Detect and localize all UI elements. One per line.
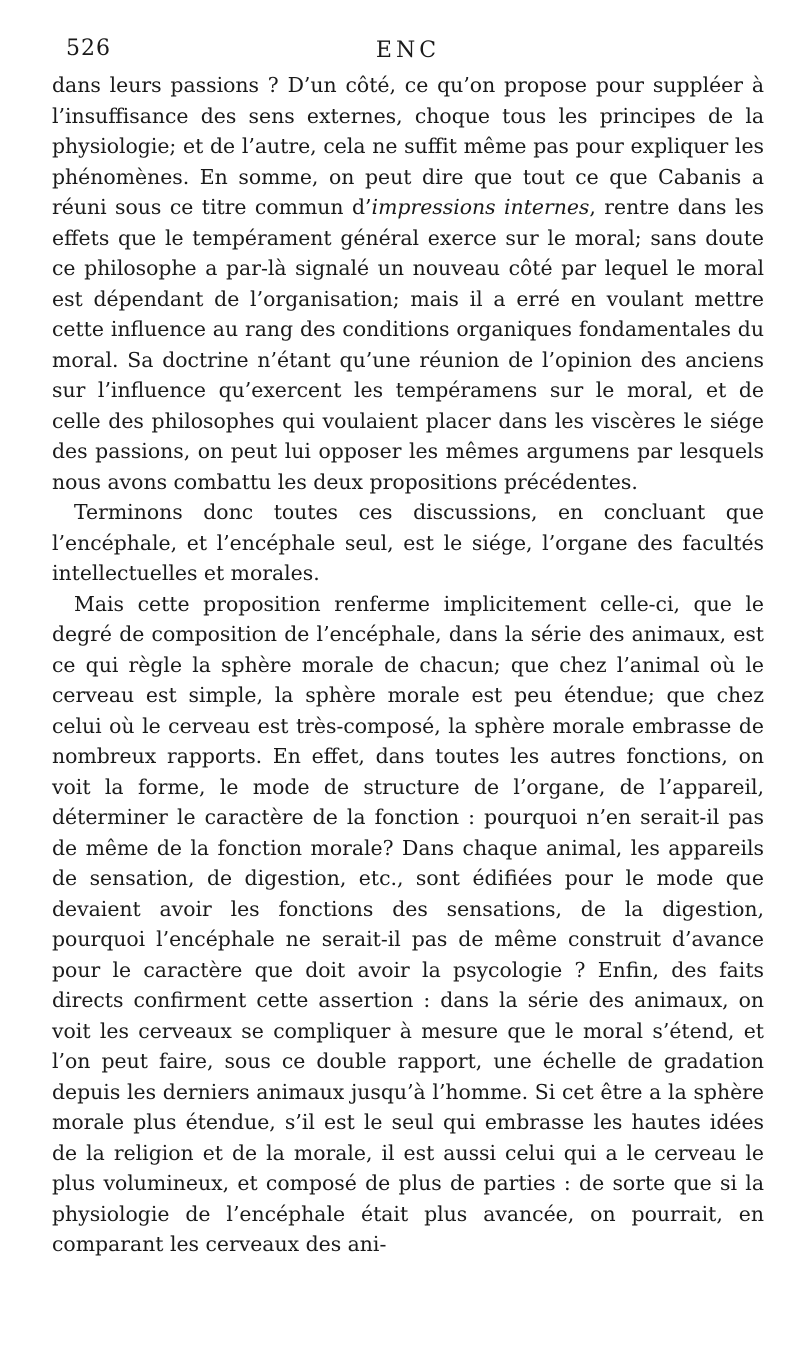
emphasis-impressions-internes: impressions internes (371, 195, 590, 219)
running-head: ENC (375, 38, 441, 63)
paragraph-continuation (52, 70, 764, 497)
body-text (52, 70, 764, 1260)
paragraph-conclusion: Terminons donc toutes ces discussions, en concluant que l’encéphale, et l’encéphale seul, est le siége, l’organe des facultés intellectuelles et morales. (52, 500, 764, 585)
page-header (52, 30, 764, 70)
book-page (52, 30, 764, 1350)
paragraph-text-end: , rentre dans les effets que le tempérament général exerce sur le moral; sans doute ce philosophe a par-là signalé un nouveau côté par lequel le moral est dépendant de l’organisation; mais il a erré en voulant mettre cette influence au rang des conditions organiques fondamentales du moral. Sa doctrine n’étant qu’une réunion de l’opinion des anciens sur l’influence qu’exercent les tempéramens sur le moral, et de celle des philosophes qui voulaient placer dans les viscères le siége des passions, on peut lui opposer les mêmes argumens par lesquels nous avons combattu les deux propositions précédentes. (52, 195, 765, 494)
paragraph-composition: Mais cette proposition renferme implicitement celle-ci, que le degré de composition de l’encéphale, dans la série des animaux, est ce qui règle la sphère morale de chacun; que chez l’animal où le cerveau est simple, la sphère morale est peu étendue; que chez celui où le cerveau est très-composé, la sphère morale embrasse de nombreux rapports. En effet, dans toutes les autres fonctions, on voit la forme, le mode de structure de l’organe, de l’appareil, déterminer le caractère de la fonction : pourquoi n’en serait-il pas de même de la fonction morale? Dans chaque animal, les appareils de sensation, de digestion, etc., sont édifiées pour le mode que devaient avoir les fonctions des sensations, de la digestion, pourquoi l’encéphale ne serait-il pas de même construit d’avance pour le caractère que doit avoir la psycologie ? Enfin, des faits directs confirment cette assertion : dans la série des animaux, on voit les cerveaux se compliquer à mesure que le moral s’étend, et l’on peut faire, sous ce double rapport, une échelle de gradation depuis les derniers animaux jusqu’à l’homme. Si cet être a la sphère morale plus étendue, s’il est le seul qui embrasse les hautes idées de la religion et de la morale, il est aussi celui qui a le cerveau le plus volumineux, et composé de plus de parties : de sorte que si la physiologie de l’encéphale était plus avancée, on pourrait, en comparant les cerveaux des ani- (52, 591, 764, 1256)
paragraph-text-start: dans leurs passions ? D’un côté, ce qu’on propose pour suppléer à l’insuffisance des sens externes, choque tous les principes de la physiologie; et de l’autre, cela ne suffit même pas pour expliquer les phénomènes. En somme, on peut dire que tout ce que Cabanis a réuni sous ce titre commun d’ (52, 73, 764, 219)
page-number: 526 (66, 36, 111, 61)
